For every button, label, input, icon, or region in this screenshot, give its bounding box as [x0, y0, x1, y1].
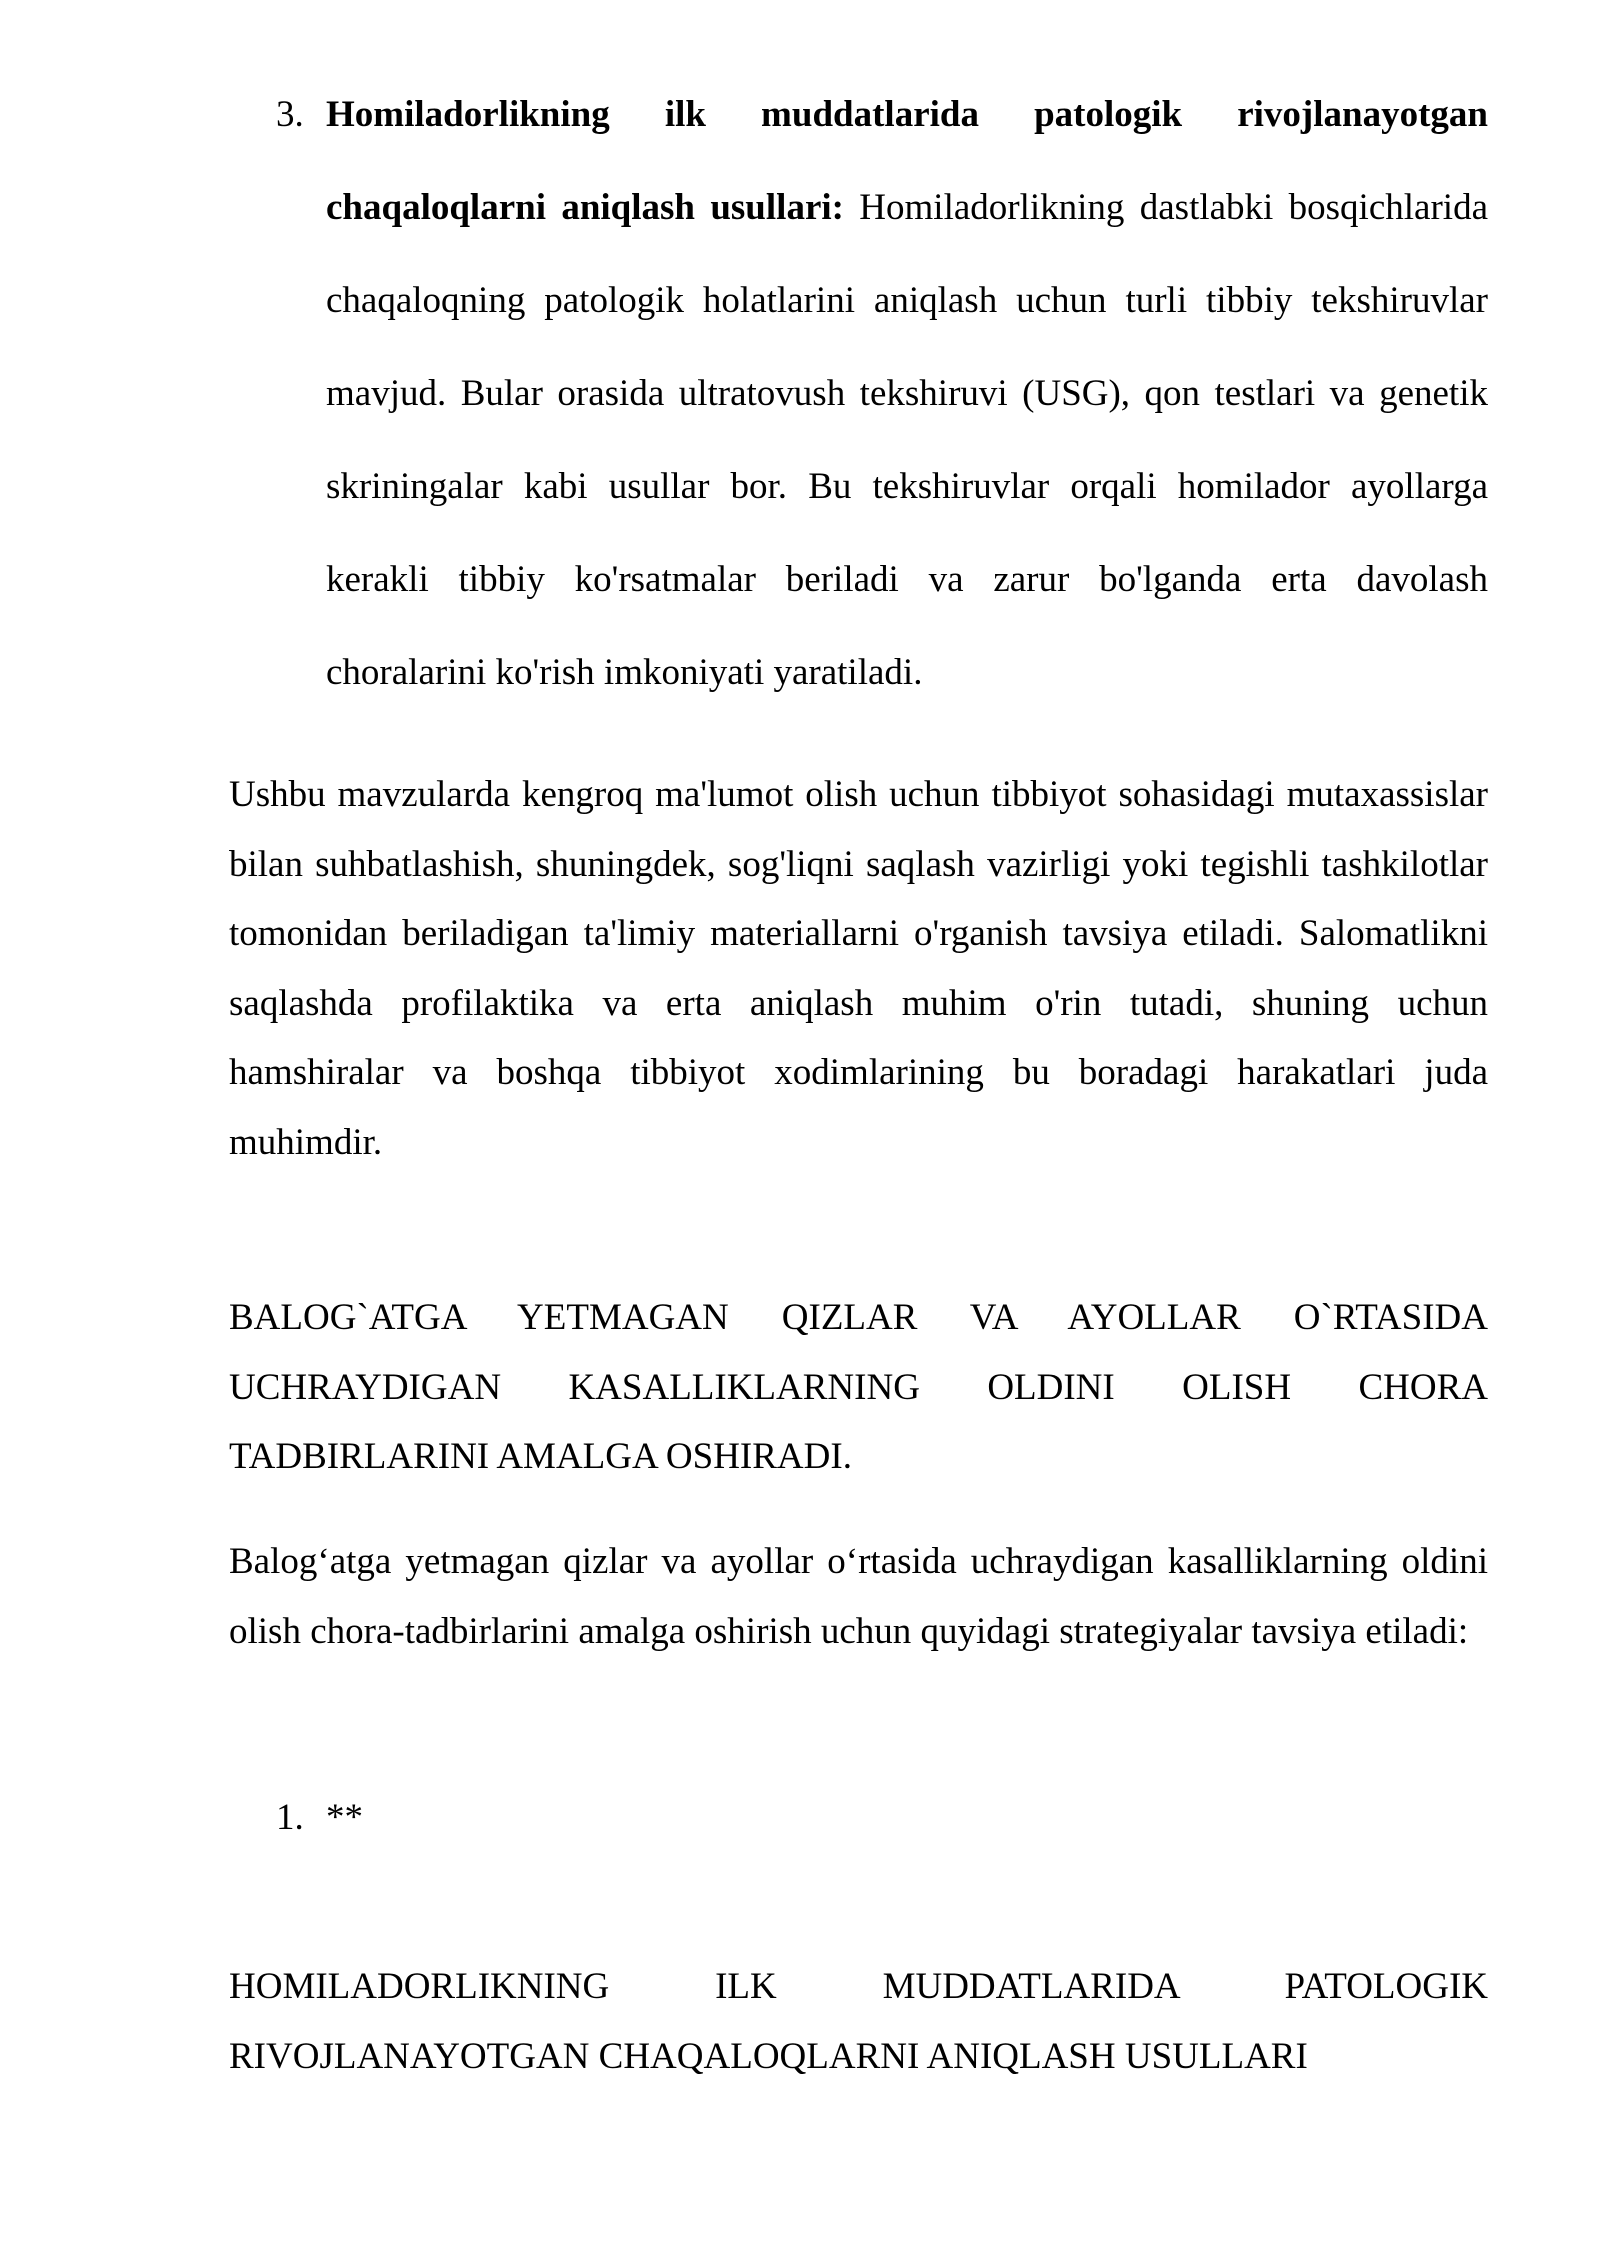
- list-item-body: [326, 68, 1488, 719]
- list-number: 3.: [276, 94, 304, 135]
- list-item-1: [276, 1783, 1488, 1853]
- section-heading-detection-methods: HOMILADORLIKNING ILK MUDDATLARIDA PATOLOGIK RIVOJLANAYOTGAN CHAQALOQLARNI ANIQLASH USULLARI: [229, 1966, 1488, 2077]
- list-item-text: Homiladorlikning dastlabki bosqichlarida chaqaloqning patologik holatlarini aniqlash uchun turli tibbiy tekshiruvlar mavjud. Bular orasida ultratovush tekshiruvi (USG), qon testlari va genetik skriningalar kabi usullar bor. Bu tekshiruvlar orqali homilador ayollarga kerakli tibbiy ko'rsatmalar beriladi va zarur bo'lganda erta davolash choralarini ko'rish imkoniyati yaratiladi.: [326, 187, 1488, 693]
- section-heading-prevention: BALOG`ATGA YETMAGAN QIZLAR VA AYOLLAR O`RTASIDA UCHRAYDIGAN KASALLIKLARNING OLDINI OLISH CHORA TADBIRLARINI AMALGA OSHIRADI.: [229, 1297, 1488, 1477]
- list-item-title: Homiladorlikning ilk muddatlarida patologik rivojlanayotgan chaqaloqlarni aniqlash usullari:: [326, 94, 1488, 228]
- list-item-3: [276, 68, 1488, 719]
- paragraph-strategies-intro: Balog‘atga yetmagan qizlar va ayollar o‘rtasida uchraydigan kasalliklarning oldini olish chora-tadbirlarini amalga oshirish uchun quyidagi strategiyalar tavsiya etiladi:: [229, 1541, 1488, 1652]
- list-item-body: **: [326, 1797, 363, 1838]
- list-number: 1.: [276, 1797, 304, 1838]
- paragraph-recommendation: Ushbu mavzularda kengroq ma'lumot olish uchun tibbiyot sohasidagi mutaxassislar bilan suhbatlashish, shuningdek, sog'liqni saqlash vazirligi yoki tegishli tashkilotlar tomonidan beriladigan ta'limiy materiallarni o'rganish tavsiya etiladi. Salomatlikni saqlashda profilaktika va erta aniqlash muhim o'rin tutadi, shuning uchun hamshiralar va boshqa tibbiyot xodimlarining bu boradagi harakatlari juda muhimdir.: [229, 774, 1488, 1163]
